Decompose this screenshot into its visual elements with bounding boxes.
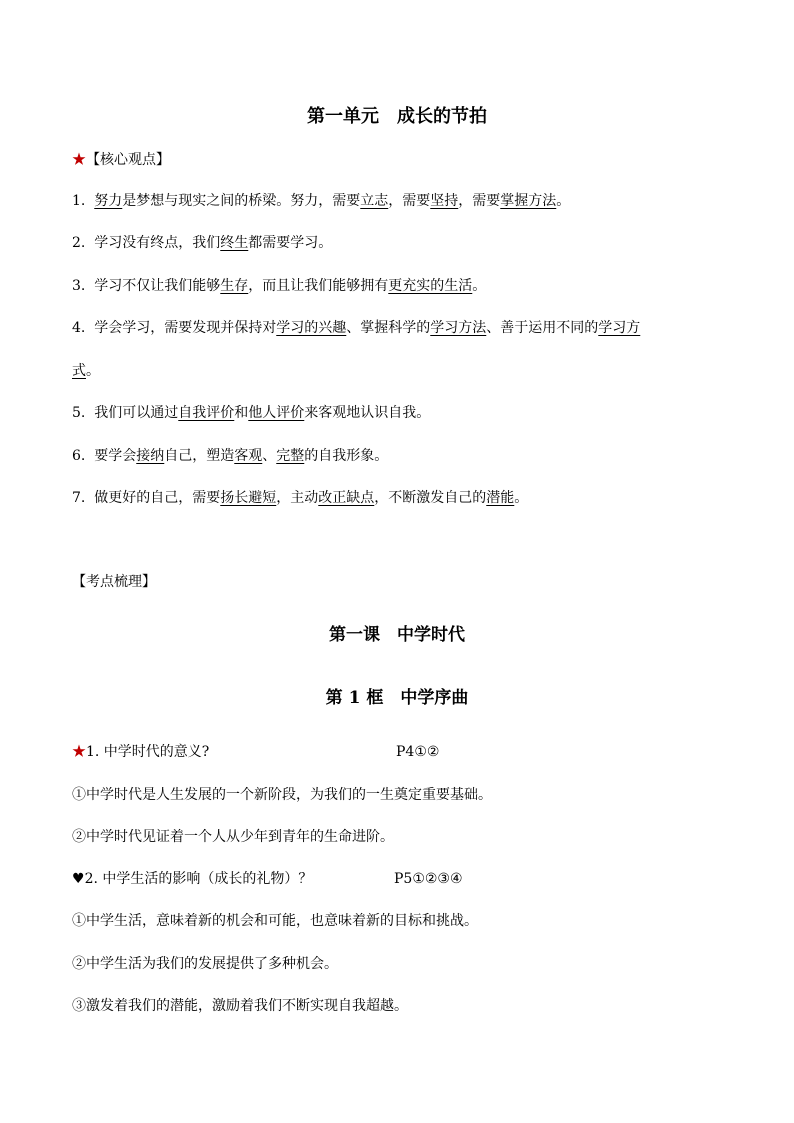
text-segment: 自己，塑造 [164,448,235,464]
text-segment: ，主动 [276,490,319,506]
text-segment: 我们可以通过 [94,405,179,421]
question-2 [72,869,312,889]
key-term: 客观 [234,448,263,464]
core-point-5 [72,403,430,423]
answer-2-1: ①中学生活，意味着新的机会和可能，也意味着新的目标和挑战。 [72,913,478,929]
text-segment: ，不断激发自己的 [374,490,487,506]
point-number: 4. [72,320,95,336]
point-number: 1. [72,193,95,209]
text-segment: 和 [234,405,249,421]
answer-2-3: ③激发着我们的潜能，激励着我们不断实现自我超越。 [72,998,408,1014]
question-1 [72,742,209,762]
key-term: 立志 [360,193,389,209]
key-term: 式 [72,363,86,379]
core-point-4-continued [72,361,100,381]
text-segment: 、 [262,448,277,464]
text-segment: 都需要学习。 [248,235,333,251]
key-term: 掌握方法 [500,193,557,209]
key-term: 学习方 [598,320,641,336]
key-term: 生存 [220,278,249,294]
key-term: 学习方法 [430,320,487,336]
key-term: 终生 [220,235,249,251]
key-term: 坚持 [430,193,459,209]
text-segment: 学习没有终点，我们 [94,235,221,251]
key-term: 完整 [276,448,305,464]
core-point-3 [72,276,486,296]
point-number: 2. [72,235,95,251]
text-segment: 要学会 [94,448,137,464]
heart-icon: ♥ [72,871,85,887]
key-term: 努力 [94,193,123,209]
answer-1-1: ①中学时代是人生发展的一个新阶段，为我们的一生奠定重要基础。 [72,787,492,803]
text-segment: 的自我形象。 [304,448,389,464]
text-segment: ，需要 [458,193,501,209]
key-term: 他人评价 [248,405,305,421]
key-term: 学习的兴趣 [276,320,347,336]
key-term: 接纳 [136,448,165,464]
text-segment: ，而且让我们能够拥有 [248,278,389,294]
exam-heading: 【考点梳理】 [72,574,156,590]
key-term: 更充实的生活 [388,278,473,294]
text-segment: 。 [86,363,100,379]
point-number: 3. [72,278,95,294]
text-segment: 学习不仅让我们能够 [94,278,221,294]
core-point-6 [72,446,388,466]
answer-2-2: ②中学生活为我们的发展提供了多种机会。 [72,956,338,972]
text-segment: 、掌握科学的 [346,320,431,336]
lesson-title: 第一课 中学时代 [329,625,465,645]
text-segment: 是梦想与现实之间的桥梁。努力，需要 [122,193,361,209]
text-segment: 学会学习，需要发现并保持对 [94,320,277,336]
question-1-page-ref: P4①② [396,744,440,760]
point-number: 7. [72,490,95,506]
point-number: 5. [72,405,95,421]
question-1-label: 1. 中学时代的意义? [86,744,210,760]
text-segment: 。 [556,193,571,209]
core-point-4 [72,318,640,338]
key-term: 改正缺点 [318,490,375,506]
core-point-1 [72,191,570,211]
text-segment: 、善于运用不同的 [486,320,599,336]
core-heading-label: 【核心观点】 [86,152,170,168]
point-number: 6. [72,448,95,464]
star-icon: ★ [72,744,86,760]
text-segment: ，需要 [388,193,431,209]
text-segment: 做更好的自己，需要 [94,490,221,506]
question-2-label: 2. 中学生活的影响（成长的礼物）？ [84,871,313,887]
core-point-2 [72,233,332,253]
question-2-page-ref: P5①②③④ [394,871,463,887]
key-term: 扬长避短 [220,490,277,506]
key-term: 潜能 [486,490,515,506]
key-term: 自我评价 [178,405,235,421]
frame-title: 第 1 框 中学序曲 [325,688,469,708]
text-segment: 。 [514,490,529,506]
core-heading [72,150,170,170]
text-segment: 来客观地认识自我。 [304,405,431,421]
text-segment: 。 [472,278,487,294]
star-icon: ★ [72,152,86,168]
answer-1-2: ②中学时代见证着一个人从少年到青年的生命进阶。 [72,829,394,845]
core-point-7 [72,488,528,508]
unit-title: 第一单元 成长的节拍 [307,106,487,127]
